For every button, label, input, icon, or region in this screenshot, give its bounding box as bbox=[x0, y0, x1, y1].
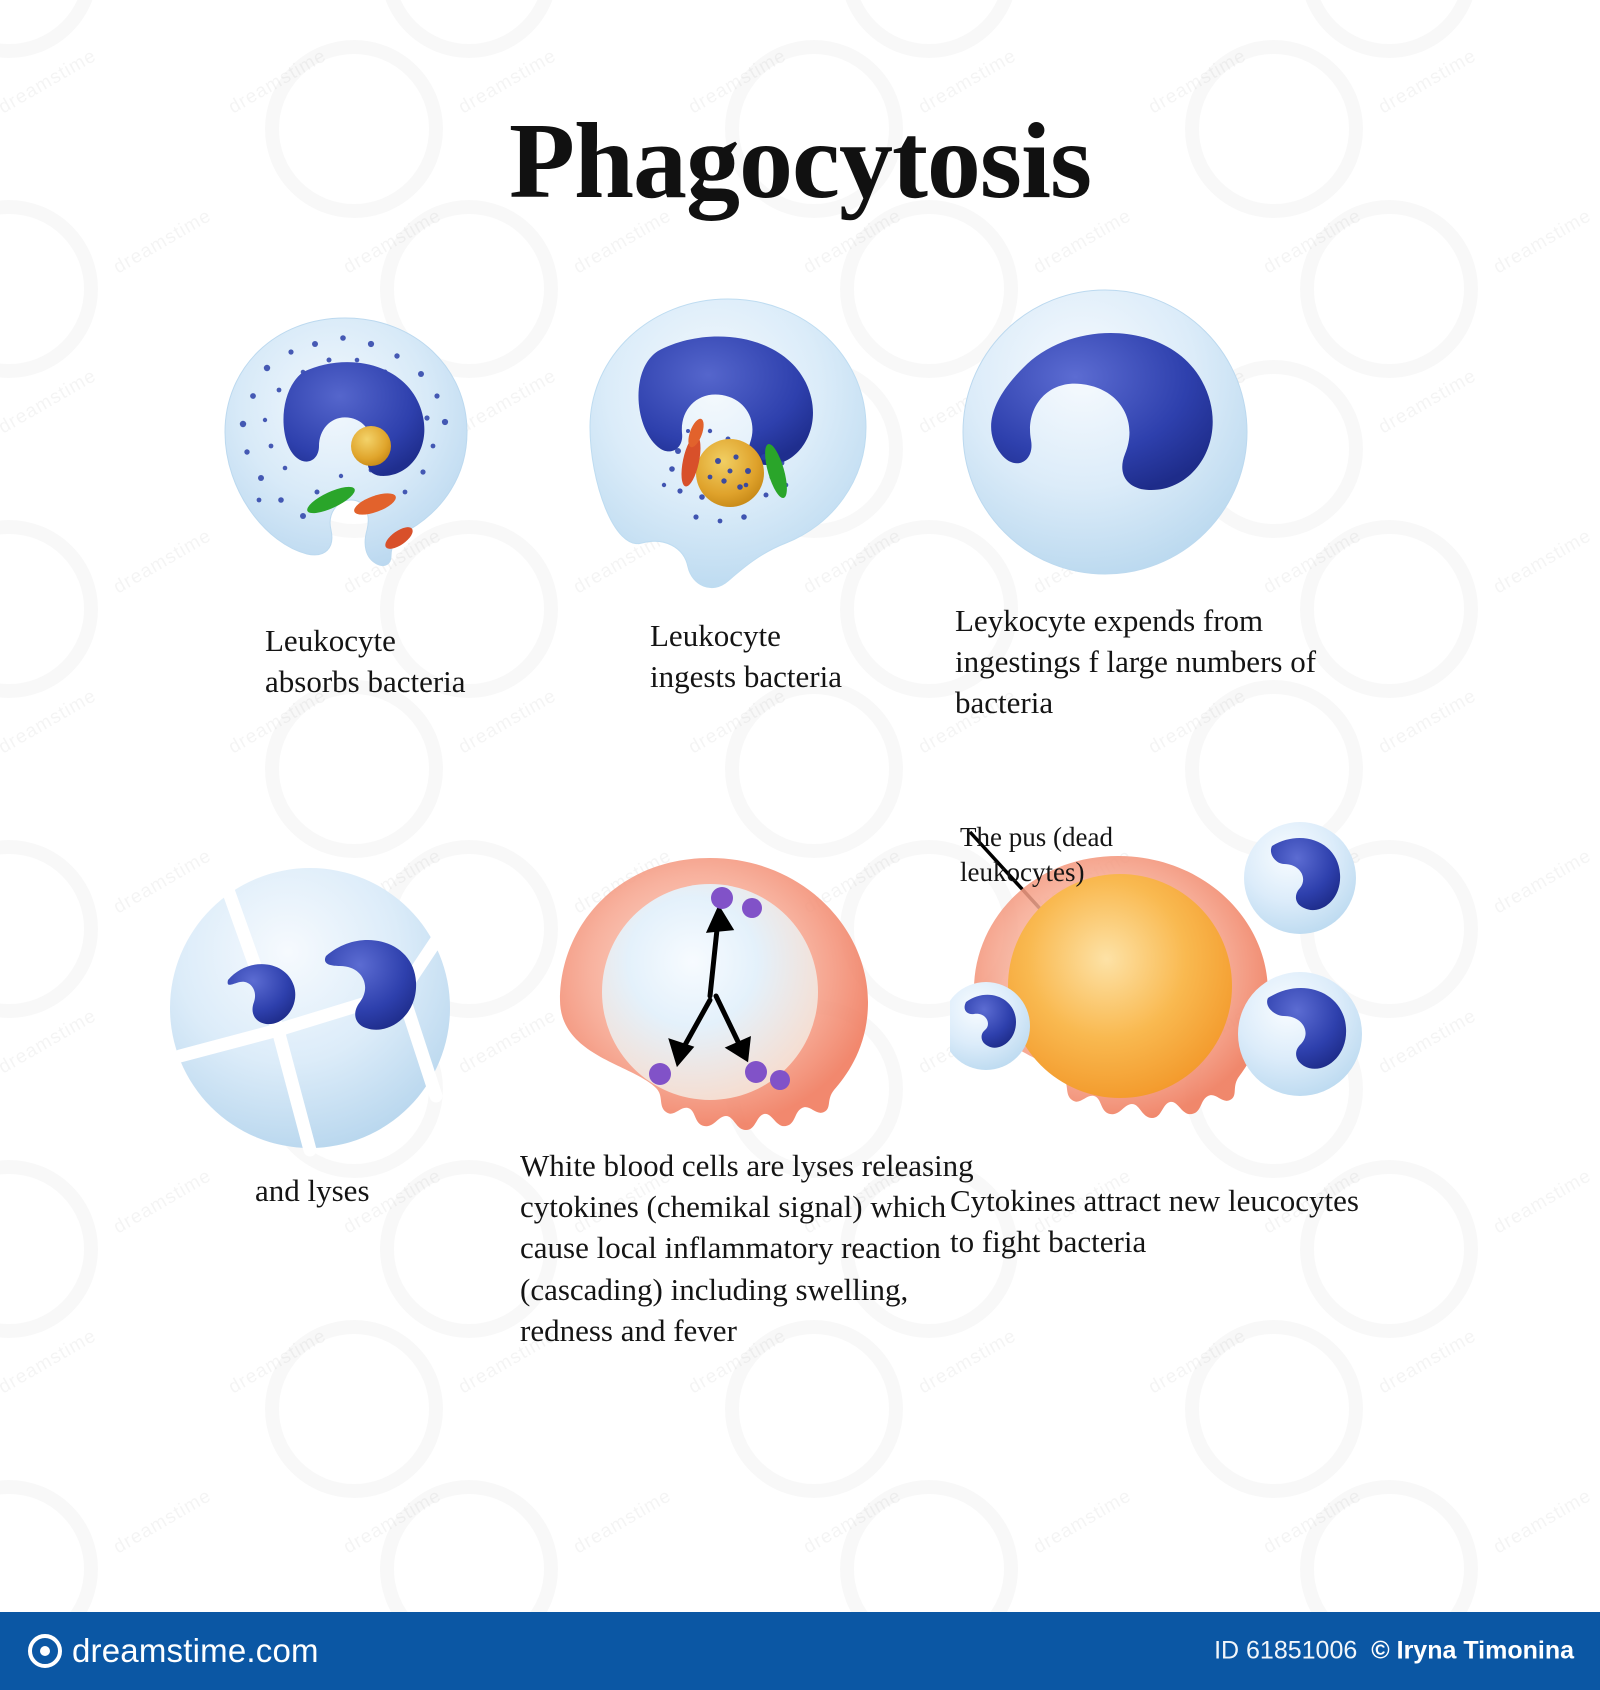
footer-bar bbox=[0, 1612, 1600, 1690]
panel-6-caption: Cytokines attract new leucocytes to fight bacteria bbox=[950, 1183, 1359, 1260]
dreamstime-circle-icon bbox=[28, 1634, 62, 1668]
panel-cytokine-release bbox=[520, 850, 1000, 1348]
panel-4-caption: and lyses bbox=[255, 1173, 370, 1208]
author-text: © Iryna Timonina bbox=[1371, 1636, 1574, 1665]
cytokine-release-icon bbox=[520, 850, 920, 1150]
panel-2-caption: Leukocyte ingests bacteria bbox=[650, 618, 842, 695]
image-id-text: ID 61851006 bbox=[1214, 1636, 1358, 1665]
footer-brand-text: dreamstime.com bbox=[72, 1632, 319, 1669]
footer-credit bbox=[1214, 1637, 1574, 1666]
panel-leukocyte-expends bbox=[945, 280, 1325, 721]
swollen-leukocyte-icon bbox=[945, 280, 1275, 600]
pus-label: The pus (dead leukocytes) bbox=[960, 822, 1113, 888]
dreamstime-logo[interactable] bbox=[28, 1632, 319, 1670]
leukocyte-absorbing-bacteria-icon bbox=[195, 300, 495, 620]
panel-leukocyte-lyses bbox=[150, 860, 510, 1208]
panel-1-caption: Leukocyte absorbs bacteria bbox=[265, 623, 466, 700]
panel-3-caption: Leykocyte expends from ingestings f large numbers of bacteria bbox=[955, 603, 1317, 721]
panel-leukocyte-ingests bbox=[560, 285, 890, 695]
page-title: Phagocytosis bbox=[509, 102, 1091, 221]
panel-leukocyte-absorbs bbox=[195, 300, 495, 700]
panel-cytokines-attract bbox=[950, 820, 1370, 1260]
lysed-leukocyte-icon bbox=[150, 860, 510, 1160]
leukocyte-ingesting-bacteria-icon bbox=[560, 285, 900, 615]
panel-5-caption: White blood cells are lyses releasing cytokines (chemikal signal) which cause local inflammatory reaction (cascading) including swelling, redness and fever bbox=[520, 1148, 974, 1348]
